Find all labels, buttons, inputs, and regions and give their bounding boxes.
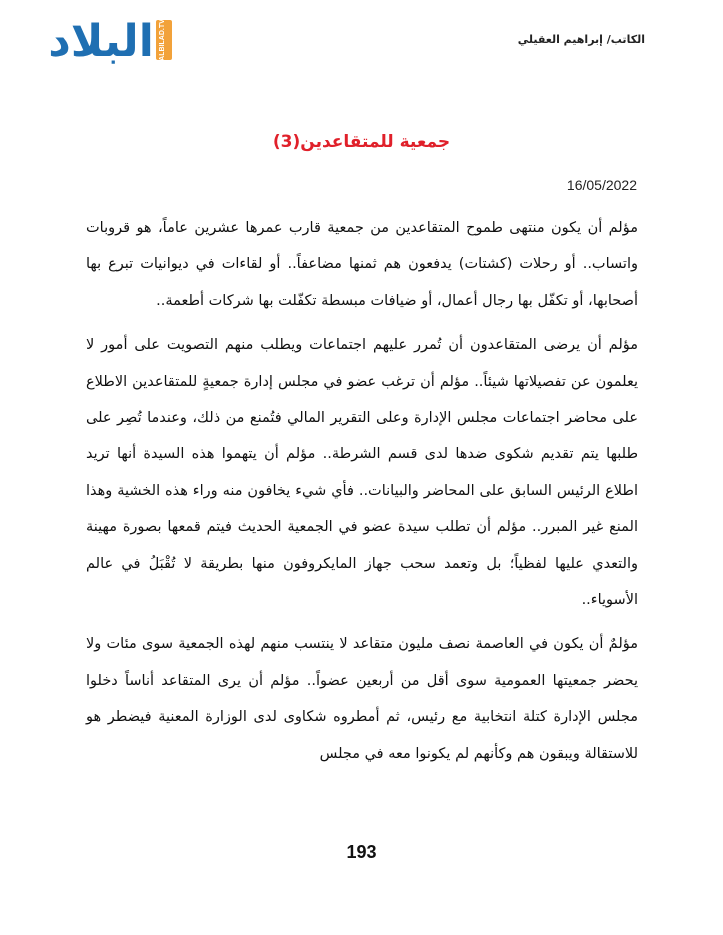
article-body (86, 210, 638, 780)
albilad-logo (48, 18, 173, 64)
author-name: الكاتب/ إبراهيم العقيلي (517, 33, 645, 46)
paragraph-1: مؤلم أن يكون منتهى طموح المتقاعدين من جمعية قارب عمرها عشرين عاماً، هو قروبات واتساب.. أو رحلات (كشتات) يدفعون هم ثمنها مضاعفاً.. أو لقاءات في ديوانيات تبرع بها أصحابها، أو تكفّل بها رجال أعمال، أو ضيافات مبسطة تكفّلت بها شركات أطعمة.. (86, 220, 638, 309)
logo-text: البلاد (48, 18, 154, 64)
paragraph-3: مؤلمٌ أن يكون في العاصمة نصف مليون متقاعد لا ينتسب منهم لهذه الجمعية سوى مئات ولا يحضر جمعيتها العمومية سوى أقل من أربعين عضواً.. مؤلم أن يرى المتقاعد أناساً دخلوا مجلس الإدارة كتلة انتخابية مع رئيس، ثم أمطروه شكاوى لدى الوزارة المعنية فيضطر هو للاستقالة ويبقون هم وكأنهم لم يكونوا معه في مجلس (86, 636, 638, 762)
article-date: 16/05/2022 (566, 177, 637, 193)
page-number: 193 (346, 842, 377, 862)
article-title: جمعية للمتقاعدين(3) (272, 132, 451, 152)
logo-subtext: ALBILAD.TV (159, 19, 166, 61)
paragraph-2: مؤلم أن يرضى المتقاعدون أن تُمرر عليهم اجتماعات ويطلب منهم التصويت على أمور لا يعلمون عن تفصيلاتها شيئاً.. مؤلم أن ترغب عضو في مجلس إدارة جمعيةٍ للمتقاعدين الاطلاع على محاضر اجتماعات مجلس الإدارة وعلى التقرير المالي فتُمنع من ذلك، وعندما تُصِر على طلبها يتم تقديم شكوى ضدها لدى قسم الشرطة.. مؤلم أن يتهموا هذه السيدة أنها تريد اطلاع الرئيس السابق على المحاضر والبيانات.. فأي شيء يخافون منه وراء هذه الخشية وهذا المنع غير المبرر.. مؤلم أن تطلب سيدة عضو في الجمعية الحديث فيتم قمعها بصورة مهينة والتعدي عليها لفظياً؛ بل وتعمد سحب جهاز المايكروفون منها بطريقة لا تُقْبَلُ في عالم الأسوياء.. (86, 337, 638, 609)
